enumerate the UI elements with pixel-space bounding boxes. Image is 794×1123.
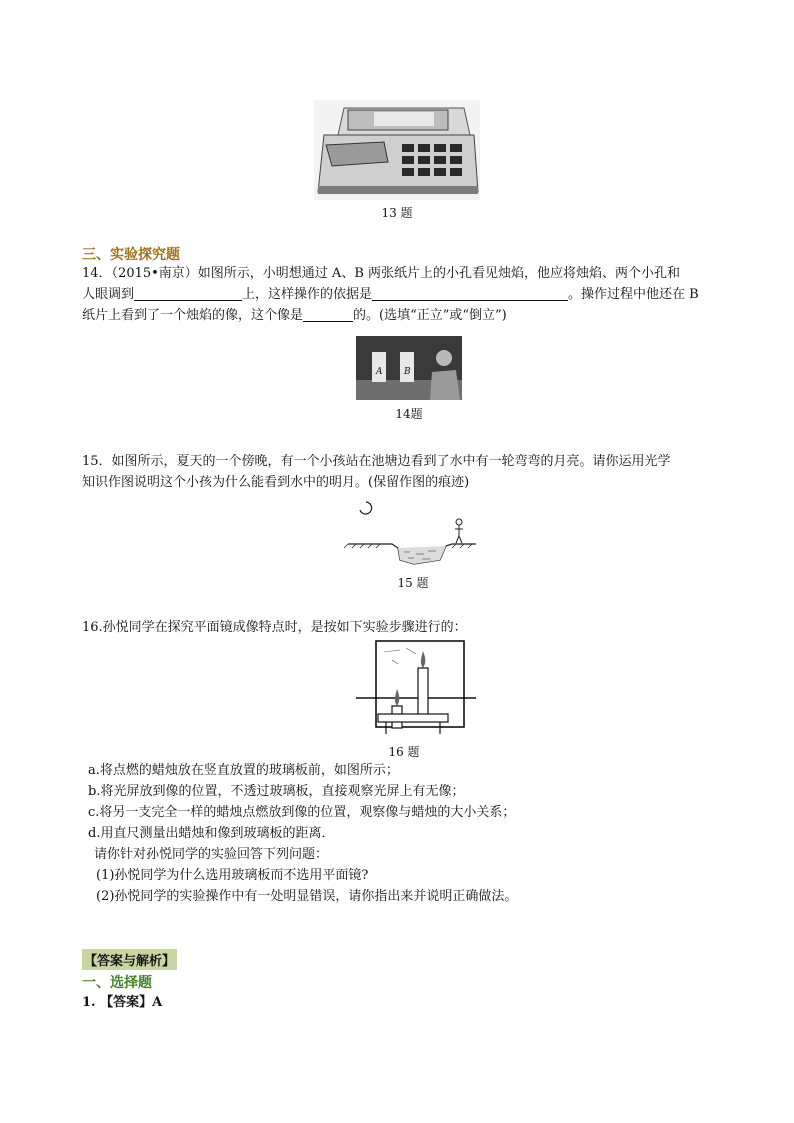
figure-14-pinhole-photo	[356, 336, 462, 400]
section-3-title: 三、实验探究题	[82, 247, 180, 263]
q14-line-2: 人眼调到 上，这样操作的依据是 。操作过程中他还在 B	[82, 287, 699, 302]
answers-section-1-title: 一、选择题	[82, 975, 152, 991]
q16-step-b: b.将光屏放到像的位置，不透过玻璃板，直接观察光屏上有无像；	[88, 784, 465, 799]
q15-line-2: 知识作图说明这个小孩为什么能看到水中的明月。(保留作图的痕迹)	[82, 475, 470, 490]
q16-prompt: 请你针对孙悦同学的实验回答下列问题：	[94, 847, 329, 862]
q16-line-1: 16.孙悦同学在探究平面镜成像特点时，是按如下实验步骤进行的：	[82, 620, 467, 635]
answer-1: 1. 【答案】A	[82, 995, 163, 1010]
q16-subquestion-1: (1)孙悦同学为什么选用玻璃板而不选用平面镜?	[96, 868, 369, 883]
figure-14-caption: 14题	[395, 407, 423, 421]
figure-15-pond-diagram	[344, 498, 480, 574]
q14-line-3: 纸片上看到了一个烛焰的像，这个像是 的。(选填“正立”或“倒立”)	[82, 308, 507, 323]
q16-step-c: c.将另一支完全一样的蜡烛点燃放到像的位置，观察像与蜡烛的大小关系；	[88, 805, 516, 820]
figure-14-label-b: B	[404, 367, 411, 377]
q16-step-d: d.用直尺测量出蜡烛和像到玻璃板的距离．	[88, 826, 335, 841]
q14-answer-blank-3[interactable]	[303, 307, 353, 322]
figure-16-plane-mirror-setup	[356, 638, 476, 742]
figure-15-caption: 15 题	[397, 576, 429, 590]
q16-subquestion-2: (2)孙悦同学的实验操作中有一处明显错误，请你指出来并说明正确做法。	[96, 889, 518, 904]
q15-line-1: 15．如图所示，夏天的一个傍晚，有一个小孩站在池塘边看到了水中有一轮弯弯的月亮。请你运用光学	[82, 454, 671, 469]
q14-line-1: 14．（2015•南京）如图所示，小明想通过 A、B 两张纸片上的小孔看见烛焰，他应将烛焰、两个小孔和	[82, 266, 681, 281]
figure-14-label-a: A	[376, 367, 383, 377]
figure-13-caption: 13 题	[381, 206, 413, 220]
moon-icon	[360, 502, 372, 514]
q16-step-a: a.将点燃的蜡烛放在竖直放置的玻璃板前，如图所示；	[88, 763, 399, 778]
q14-answer-blank-2[interactable]	[372, 286, 568, 301]
q14-answer-blank-1[interactable]	[134, 286, 242, 301]
figure-16-caption: 16 题	[388, 745, 420, 759]
figure-13-counterfeit-detector-photo	[314, 100, 480, 200]
answers-tag: 【答案与解析】	[82, 949, 177, 970]
